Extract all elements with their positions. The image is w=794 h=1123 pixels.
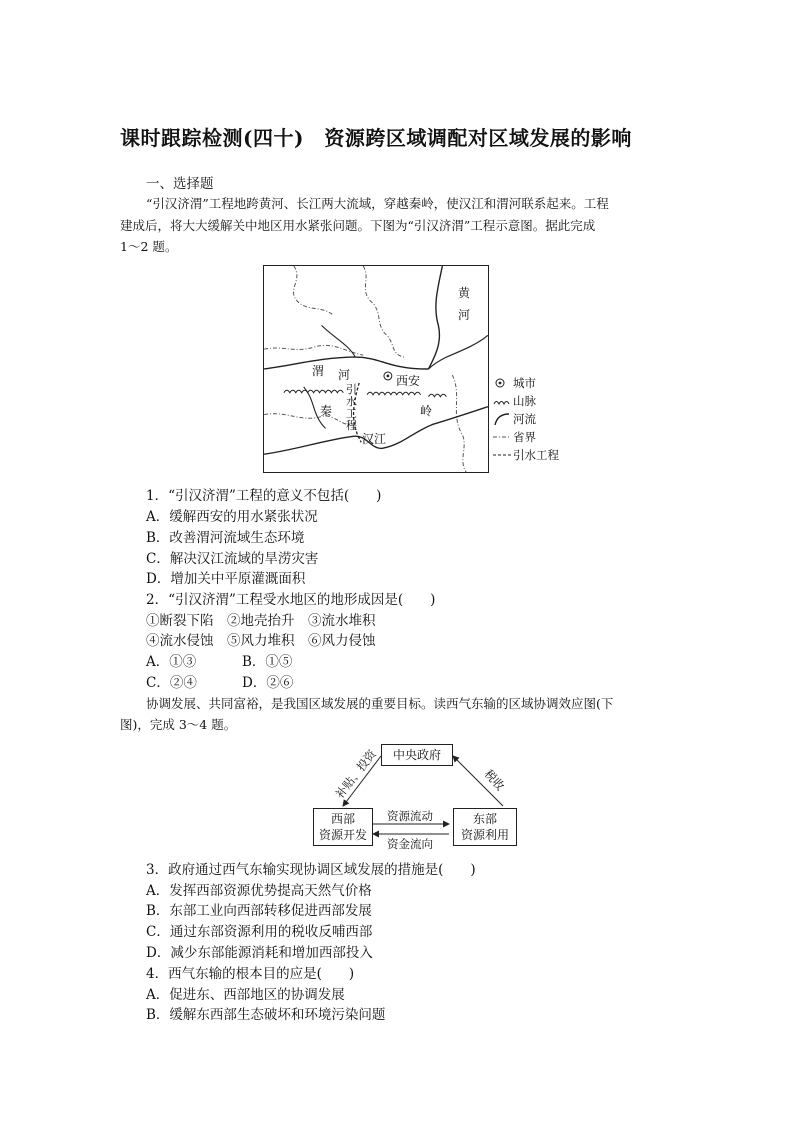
label-capital-flow: 资金流向 [387,837,433,851]
province-border-icon [493,428,511,446]
map-label-huang: 黄 [458,286,471,300]
q1-option-c: C．解决汉江流域的旱涝灾害 [146,551,319,567]
page-title: 课时跟踪检测(四十) 资源跨区域调配对区域发展的影响 [120,126,632,150]
legend-label-border: 省界 [513,430,536,444]
west-east-gas-diagram [313,744,537,851]
q3-option-b: B．东部工业向西部转移促进西部发展 [146,903,372,919]
province-border-north [363,266,405,357]
intro1-line-2: 建成后，将大大缓解关中地区用水紧张问题。下图为“引汉济渭”工程示意图。据此完成 [120,218,596,233]
legend-label-diversion: 引水工程 [513,448,559,462]
river-icon [493,410,511,428]
legend-row-border [493,428,559,446]
map-legend [493,374,559,464]
map-label-xian: 西安 [396,374,421,388]
legend-row-mountain [493,392,559,410]
diversion-icon [493,446,511,464]
intro1-line-3: 1～2 题。 [120,239,178,254]
q3-stem: 3．政府通过西气东输实现协调区域发展的措施是( ) [146,862,476,878]
intro1-line-1: “引汉济渭”工程地跨黄河、长江两大流域，穿越秦岭，使汉江和渭河联系起来。工程 [146,196,609,211]
map-label-wei: 渭 [312,364,325,378]
q4-option-a: A．促进东、西部地区的协调发展 [146,987,345,1003]
q2-option-a: A．①③ [146,654,197,670]
province-border-south [264,414,355,425]
q2-stem: 2．“引汉济渭”工程受水地区的地形成因是( ) [146,592,436,608]
intro2-line-1: 协调发展、共同富裕，是我国区域发展的重要目标。读西气东输的区域协调效应图(下 [146,696,614,711]
legend-label-mountain: 山脉 [513,394,536,408]
q1-option-d: D．增加关中平原灌溉面积 [146,571,306,587]
q2-option-d: D．②⑥ [242,675,294,691]
q1-option-b: B．改善渭河流域生态环境 [146,530,305,546]
east-box-line-2: 资源利用 [460,828,509,842]
west-box-line-1: 西部 [330,812,355,826]
legend-row-diversion [493,446,559,464]
map-label-qin: 秦 [320,404,333,418]
central-government-box: 中央政府 [381,744,453,766]
q1-stem: 1．“引汉济渭”工程的意义不包括( ) [146,488,382,504]
q2-option-c: C．②④ [146,675,197,691]
map-label-ling: 岭 [420,404,433,418]
q2-option-b: B．①⑤ [242,654,293,670]
map-label-yinshui: 引水工程 [346,383,357,432]
label-subsidy-investment: 补贴、投资 [332,747,379,801]
legend-row-river [493,410,559,428]
city-icon [493,374,511,392]
q3-option-a: A．发挥西部资源优势提高天然气价格 [146,883,372,899]
province-border-east [452,375,466,472]
q4-option-b: B．缓解东西部生态破坏和环境污染问题 [146,1007,386,1023]
map-label-hanjiang: 汉江 [362,432,387,446]
river-huanghe-tributary [428,335,487,369]
yinhanjiwei-map [263,265,489,473]
label-tax: 税收 [481,766,508,794]
east-box [453,808,517,846]
map-label-wei-he: 河 [338,368,351,382]
intro2-line-2: 图)，完成 3～4 题。 [120,717,237,732]
province-border-west [264,345,363,355]
legend-label-city: 城市 [513,376,536,390]
q2-choices-row-1: ①断裂下陷 ②地壳抬升 ③流水堆积 [146,613,376,629]
legend-row-city [493,374,559,392]
east-box-line-1: 东部 [472,812,497,826]
river-weihe-tributary [322,325,356,357]
west-box [313,808,373,846]
province-border-nw [294,266,334,316]
q3-option-d: D．减少东部能源消耗和增加西部投入 [146,945,373,961]
q1-option-a: A．缓解西安的用水紧张状况 [146,509,318,525]
mountain-icon [493,392,511,410]
river-huanghe [428,266,442,369]
q3-option-c: C．通过东部资源利用的税收反哺西部 [146,924,373,940]
map-label-he: 河 [458,308,471,322]
q4-stem: 4．西气东输的根本目的应是( ) [146,966,355,982]
label-resource-flow: 资源流动 [387,809,433,823]
section-heading: 一、选择题 [146,176,214,192]
q2-choices-row-2: ④流水侵蚀 ⑤风力堆积 ⑥风力侵蚀 [146,633,376,649]
legend-label-river: 河流 [513,412,536,426]
west-box-line-2: 资源开发 [318,828,367,842]
